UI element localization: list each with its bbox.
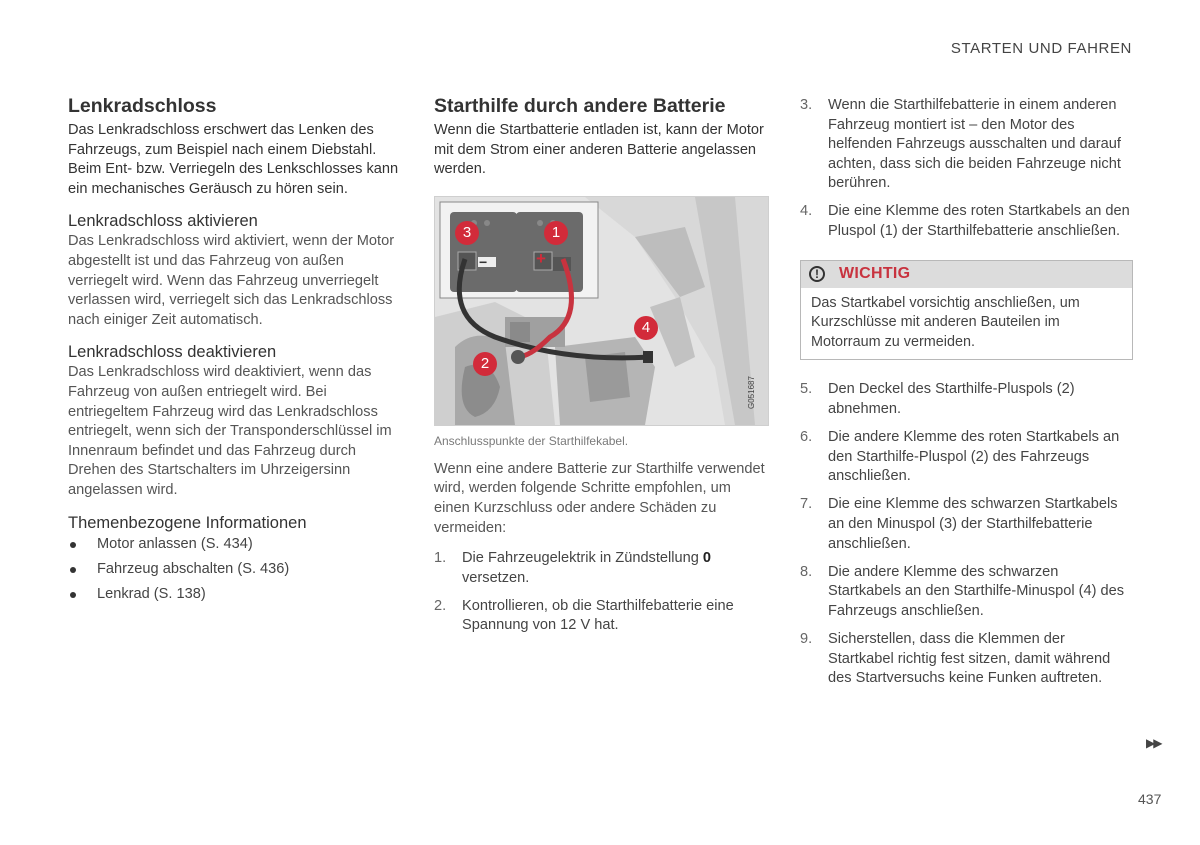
step-item (800, 96, 1133, 194)
step-text: Die andere Klemme des roten Startkabels an den Starthilfe-Pluspol (2) des Fahrzeugs anschließen. (828, 429, 1120, 485)
warning-text: Das Startkabel vorsichtig anschließen, um Kurzschlüsse mit anderen Bauteilen im Motorraum zu vermeiden. (811, 294, 1080, 350)
step-text: Die eine Klemme des schwarzen Startkabels an den Minuspol (3) der Starthilfebatterie anschließen. (828, 496, 1118, 552)
related-link-text[interactable]: Motor anlassen (S. 434) (97, 535, 253, 552)
step-item (434, 549, 767, 588)
step-number: 6. (800, 429, 813, 446)
section-header: STARTEN UND FAHREN (950, 40, 1132, 57)
related-link-text[interactable]: Lenkrad (S. 138) (97, 585, 206, 602)
step-text: Die eine Klemme des roten Startkabels an den Pluspol (1) der Starthilfebatterie anschließen. (828, 203, 1130, 240)
step-number: 3. (800, 97, 813, 113)
bullet-dot (70, 542, 76, 548)
deactivate-text: Das Lenkradschloss wird deaktiviert, wenn das Fahrzeug von außen entriegelt wird. Bei entriegeltem Fahrzeug wird das Lenkradschloss entriegelt, wenn sich der Transponderschlüssel im Innenraum befindet und das Fahrzeug durch Drehen des Startschalters im Uhrzeigersinn angelassen wird. (68, 364, 392, 498)
label-3-badge: 3 (455, 221, 479, 245)
plus-icon: + (536, 248, 546, 268)
step-number: 2. (434, 597, 447, 614)
step-item (800, 495, 1133, 554)
step-item (800, 428, 1133, 487)
related-heading: Themenbezogene Informationen (68, 513, 307, 532)
step-item (800, 630, 1133, 689)
warning-header (801, 261, 1132, 288)
figure-caption: Anschlusspunkte der Starthilfekabel. (434, 433, 629, 448)
jump-start-intro: Wenn die Startbatterie entladen ist, kann der Motor mit dem Strom einer anderen Batterie angelassen werden. (434, 122, 764, 178)
related-link[interactable] (68, 560, 401, 580)
related-list (68, 535, 401, 605)
jump-start-body: Wenn eine andere Batterie zur Starthilfe verwendet wird, werden folgende Schritte empfohlen, um einen Kurzschluss oder andere Schäden zu vermeiden: (434, 460, 765, 536)
step-item (800, 563, 1133, 622)
step-number: 5. (800, 381, 813, 398)
engine-bay-illustration (435, 197, 768, 425)
step-item (800, 202, 1133, 241)
continue-arrows-icon: ▶▶ (1146, 736, 1161, 750)
image-code: G051687 (747, 375, 756, 409)
step-text-pre: Die Fahrzeugelektrik in Zündstellung (462, 550, 703, 567)
minus-icon: − (479, 253, 488, 270)
warning-icon: ! (809, 266, 825, 282)
steering-lock-intro: Das Lenkradschloss erschwert das Lenken des Fahrzeugs, zum Beispiel nach einem Diebstahl. Beim Ent- bzw. Verriegeln des Lenkschlosses kann ein mechanisches Geräusch zu hören sein. (68, 122, 399, 197)
steps-list-1 (434, 549, 767, 636)
label-2-badge: 2 (473, 352, 497, 376)
step-text-post: versetzen. (462, 569, 530, 586)
step-text: Wenn die Starthilfebatterie in einem anderen Fahrzeug montiert ist – den Motor des helfenden Fahrzeugs ausschalten und darauf achten, dass sich die beiden Fahrzeuge nicht berühren. (828, 97, 1121, 192)
step-text: Sicherstellen, dass die Klemmen der Startkabel richtig fest sitzen, damit während des Startversuchs keine Funken auftreten. (828, 630, 1111, 687)
label-1-badge: 1 (544, 221, 568, 245)
step-text: Die andere Klemme des schwarzen Startkabels an den Starthilfe-Minuspol (4) des Fahrzeugs anschließen. (828, 563, 1125, 619)
activate-text: Das Lenkradschloss wird aktiviert, wenn der Motor abgestellt ist und das Fahrzeug von außen verriegelt wird. Wenn das Fahrzeug unverriegelt verlassen wird, verriegelt sich das Lenkradschloss nach einiger Zeit automatisch. (68, 233, 395, 328)
column-steps (800, 96, 1133, 697)
step-number: 9. (800, 630, 813, 647)
activate-heading: Lenkradschloss aktivieren (68, 212, 258, 231)
warning-box (800, 260, 1133, 361)
step-text: Kontrollieren, ob die Starthilfebatterie eine Spannung von 12 V hat. (462, 597, 734, 634)
step-number: 1. (434, 550, 447, 567)
label-4-badge: 4 (634, 316, 658, 340)
steering-lock-title: Lenkradschloss (68, 95, 217, 117)
column-steering-lock (68, 94, 401, 610)
bullet-dot (70, 567, 76, 573)
step-number: 7. (800, 496, 813, 513)
step-text: Den Deckel des Starthilfe-Pluspols (2) abnehmen. (828, 381, 1075, 418)
page-number: 437 (1138, 791, 1162, 807)
related-link[interactable] (68, 535, 401, 555)
warning-title: WICHTIG (839, 265, 911, 283)
column-jump-start (434, 94, 767, 645)
related-link[interactable] (68, 585, 401, 605)
step-item (434, 597, 767, 636)
jump-start-title: Starthilfe durch andere Batterie (434, 95, 726, 117)
step-number: 4. (800, 203, 813, 220)
steps-list-2 (800, 96, 1133, 242)
jump-start-figure (434, 196, 769, 426)
related-link-text[interactable]: Fahrzeug abschalten (S. 436) (97, 560, 290, 577)
step-number: 8. (800, 563, 813, 580)
bullet-dot (70, 592, 76, 598)
steps-list-3 (800, 380, 1133, 688)
step-item (800, 380, 1133, 419)
deactivate-heading: Lenkradschloss deaktivieren (68, 343, 277, 362)
step-ignition-position: 0 (702, 550, 712, 567)
